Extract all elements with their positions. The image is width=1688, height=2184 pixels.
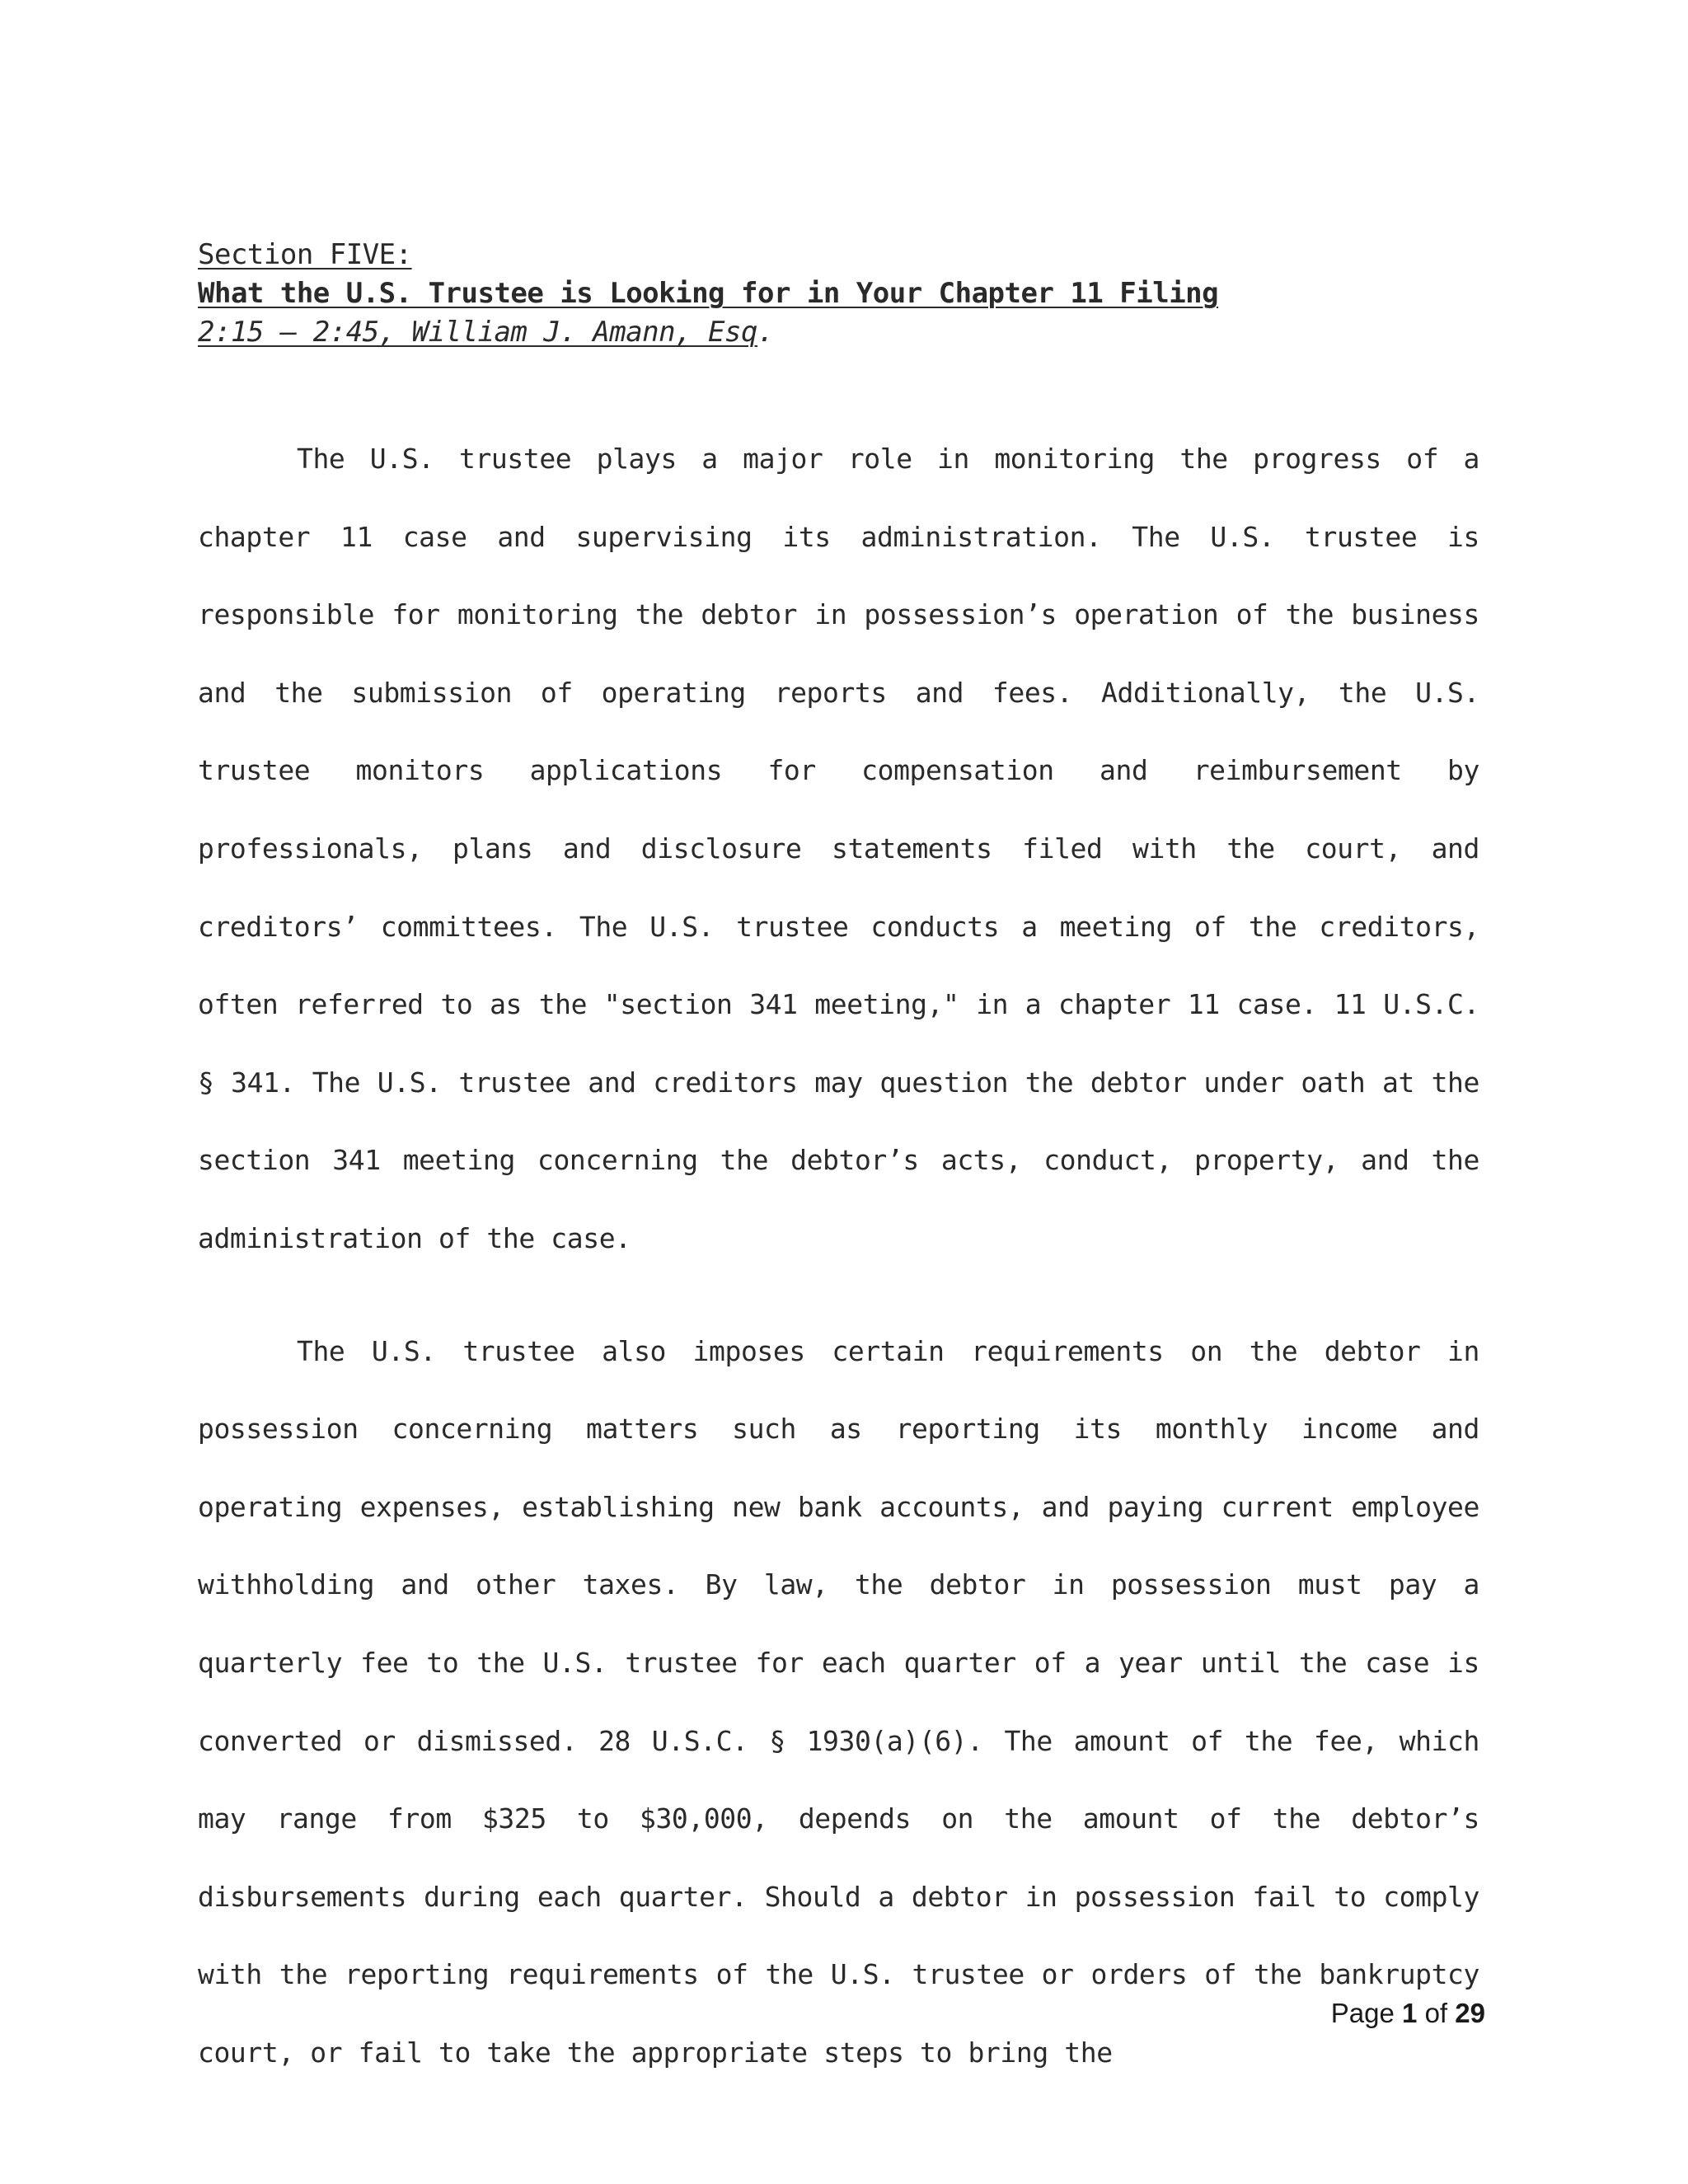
session-time-speaker-text: 2:15 – 2:45, William J. Amann, Esq — [198, 316, 757, 349]
session-period: . — [757, 316, 774, 349]
footer-total-pages: 29 — [1455, 1998, 1485, 2028]
footer-of-word: of — [1424, 1998, 1448, 2028]
footer-page-word: Page — [1330, 1998, 1395, 2028]
section-header — [198, 236, 1484, 352]
page-footer — [1331, 1998, 1485, 2029]
section-title: What the U.S. Trustee is Looking for in Your Chapter 11 Filing — [198, 277, 1219, 310]
section-label: Section FIVE: — [198, 238, 412, 271]
paragraph-1: The U.S. trustee plays a major role in monitoring the progress of a chapter 11 case and supervising its administration. The U.S. trustee is responsible for monitoring the debtor in possession’s operation of the business and the submission of operating reports and fees. Additionally, the U.S. trustee monitors applications for compensation and reimbursement by professionals, plans and disclosure statements filed with the court, and creditors’ committees. The U.S. trustee conducts a meeting of the creditors, often referred to as the "section 341 meeting," in a chapter 11 case. 11 U.S.C. § 341. The U.S. trustee and creditors may question the debtor under oath at the section 341 meeting concerning the debtor’s acts, conduct, property, and the administration of the case. — [198, 443, 1479, 1254]
footer-page-number: 1 — [1402, 1998, 1418, 2028]
body-text — [198, 420, 1479, 2092]
session-time-speaker — [198, 313, 1484, 352]
paragraph-2: The U.S. trustee also imposes certain requirements on the debtor in possession concerning matters such as reporting its monthly income and operating expenses, establishing new bank accounts, and paying current employee withholding and other taxes. By law, the debtor in possession must pay a quarterly fee to the U.S. trustee for each quarter of a year until the case is converted or dismissed. 28 U.S.C. § 1930(a)(6). The amount of the fee, which may range from $325 to $30,000, depends on the amount of the debtor’s disbursements during each quarter. Should a debtor in possession fail to comply with the reporting requirements of the U.S. trustee or orders of the bankruptcy court, or fail to take the appropriate steps to bring the — [198, 1334, 1479, 2069]
